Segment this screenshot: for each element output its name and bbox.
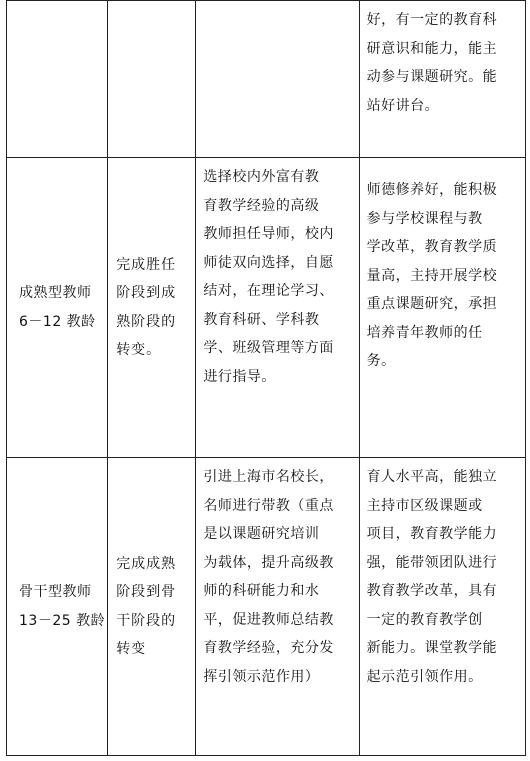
text-line: 学、班级管理等方面 bbox=[203, 340, 334, 356]
text-line: 13－25 教龄 bbox=[19, 612, 106, 629]
measures-cell bbox=[196, 158, 359, 458]
table-row bbox=[7, 458, 526, 756]
measures-text bbox=[196, 458, 358, 697]
text-line: 转变。 bbox=[116, 342, 162, 358]
text-line: 骨干型教师 bbox=[19, 583, 92, 600]
text-line: 育教学经验的高级 bbox=[203, 197, 320, 214]
text-line: 干阶段的 bbox=[116, 612, 177, 629]
stage-text bbox=[7, 279, 107, 337]
text-line: 师德修养好，能积极 bbox=[366, 182, 498, 198]
text-line: 起示范引领作用。 bbox=[366, 668, 483, 685]
text-line: 6－12 教龄 bbox=[19, 313, 96, 330]
text-line: 育教学经验，充分发 bbox=[203, 640, 334, 656]
text-line: 是以课题研究培训 bbox=[203, 526, 320, 542]
requirements-text bbox=[360, 458, 525, 697]
text-line: 一定的教育教学创 bbox=[366, 611, 483, 628]
text-line: 强，能带领团队进行 bbox=[366, 554, 498, 571]
text-line: 研意识和能力，能主 bbox=[366, 40, 498, 57]
text-line: 完成胜任 bbox=[116, 256, 177, 273]
text-line: 阶段到成 bbox=[116, 285, 177, 301]
text-line: 主持市区级课题或 bbox=[366, 497, 483, 514]
text-line: 学改革，教育教学质 bbox=[366, 239, 498, 255]
text-line: 育人水平高，能独立 bbox=[366, 469, 498, 485]
requirements-cell bbox=[359, 458, 525, 756]
text-line: 新能力。课堂教学能 bbox=[366, 640, 498, 656]
text-line: 挥引领示范作用） bbox=[203, 668, 320, 685]
table-row bbox=[7, 1, 526, 158]
text-line: 教育教学改革，具有 bbox=[366, 583, 498, 599]
text-line: 引进上海市名校长， bbox=[203, 469, 334, 485]
requirements-text bbox=[360, 1, 525, 126]
requirements-text bbox=[360, 158, 525, 382]
goal-cell bbox=[108, 1, 196, 158]
goal-cell bbox=[108, 458, 196, 756]
text-line: 重点课题研究，承担 bbox=[366, 296, 498, 312]
text-line: 参与学校课程与教 bbox=[366, 210, 483, 227]
text-line: 选择校内外富有教 bbox=[203, 169, 320, 185]
text-line: 平，促进教师总结教 bbox=[203, 611, 334, 628]
goal-text bbox=[108, 550, 195, 664]
stage-cell bbox=[7, 1, 108, 158]
text-line: 教育科研、学科教 bbox=[203, 311, 320, 328]
stage-cell bbox=[7, 458, 108, 756]
goal-cell bbox=[108, 158, 196, 458]
text-line: 量高，主持开展学校 bbox=[366, 267, 498, 284]
text-line: 站好讲台。 bbox=[366, 97, 440, 114]
teacher-development-table bbox=[6, 0, 526, 756]
measures-cell bbox=[196, 1, 359, 158]
text-line: 师的科研能力和水 bbox=[203, 583, 320, 599]
text-line: 培养青年教师的任 bbox=[366, 324, 483, 341]
text-line: 好，有一定的教育科 bbox=[366, 12, 498, 28]
requirements-cell bbox=[359, 1, 525, 158]
measures-text bbox=[196, 158, 358, 397]
requirements-cell bbox=[359, 158, 525, 458]
text-line: 进行指导。 bbox=[203, 368, 276, 385]
text-line: 熟阶段的 bbox=[116, 313, 177, 330]
text-line: 教师担任导师，校内 bbox=[203, 226, 334, 242]
stage-cell bbox=[7, 158, 108, 458]
text-line: 转变 bbox=[116, 641, 147, 657]
text-line: 完成成熟 bbox=[116, 555, 177, 572]
measures-cell bbox=[196, 458, 359, 756]
text-line: 名师进行带教（重点 bbox=[203, 497, 334, 514]
text-line: 为载体，提升高级教 bbox=[203, 554, 334, 571]
text-line: 动参与课题研究。能 bbox=[366, 69, 498, 85]
text-line: 成熟型教师 bbox=[19, 284, 92, 301]
text-line: 阶段到骨 bbox=[116, 584, 177, 600]
text-line: 务。 bbox=[366, 353, 396, 369]
stage-text bbox=[7, 578, 107, 636]
goal-text bbox=[108, 251, 195, 365]
text-line: 师徒双向选择，自愿 bbox=[203, 254, 334, 271]
text-line: 结对，在理论学习、 bbox=[203, 283, 334, 299]
table-row bbox=[7, 158, 526, 458]
text-line: 项目，教育教学能力 bbox=[366, 526, 498, 542]
